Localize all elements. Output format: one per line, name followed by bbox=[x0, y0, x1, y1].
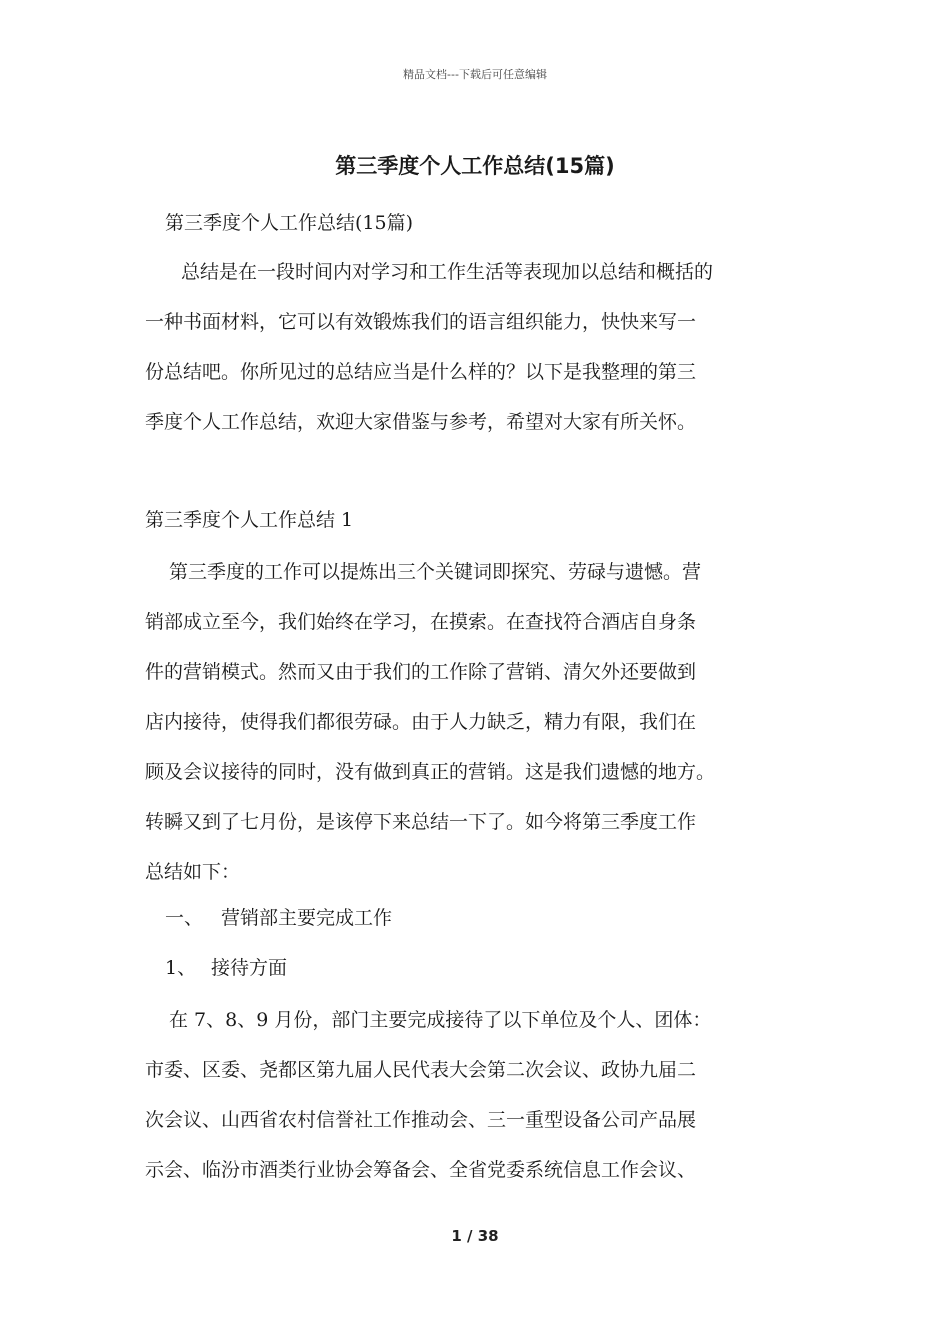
intro-paragraph bbox=[145, 247, 825, 447]
document-title: 第三季度个人工作总结(15篇) bbox=[335, 154, 615, 178]
body-paragraph-1 bbox=[145, 547, 825, 897]
body-line: 第三季度的工作可以提炼出三个关键词即探究、劳碌与遗憾。营 bbox=[169, 561, 702, 583]
body-line: 次会议、山西省农村信誉社工作推动会、三一重型设备公司产品展 bbox=[145, 1109, 697, 1131]
body-paragraph-2 bbox=[145, 995, 825, 1195]
body-line: 在 7、8、9 月份，部门主要完成接待了以下单位及个人、团体： bbox=[169, 1009, 712, 1031]
list-heading-number: 一、 bbox=[165, 907, 204, 929]
intro-line: 季度个人工作总结，欢迎大家借鉴与参考，希望对大家有所关怀。 bbox=[145, 411, 697, 433]
body-line: 顾及会议接待的同时，没有做到真正的营销。这是我们遗憾的地方。 bbox=[145, 761, 716, 783]
body-line: 店内接待，使得我们都很劳碌。由于人力缺乏，精力有限，我们在 bbox=[145, 711, 697, 733]
intro-line: 总结是在一段时间内对学习和工作生活等表现加以总结和概括的 bbox=[181, 261, 714, 283]
page-number: 1 / 38 bbox=[451, 1227, 499, 1245]
list-heading-level-1 bbox=[165, 903, 392, 930]
body-line: 总结如下： bbox=[145, 861, 241, 883]
body-line: 销部成立至今，我们始终在学习，在摸索。在查找符合酒店自身条 bbox=[145, 611, 697, 633]
list-heading-level-2 bbox=[165, 953, 287, 980]
document-subtitle: 第三季度个人工作总结(15篇) bbox=[165, 212, 414, 234]
intro-line: 份总结吧。你所见过的总结应当是什么样的？以下是我整理的第三 bbox=[145, 361, 697, 383]
body-line: 件的营销模式。然而又由于我们的工作除了营销、清欠外还要做到 bbox=[145, 661, 697, 683]
body-line: 转瞬又到了七月份，是该停下来总结一下了。如今将第三季度工作 bbox=[145, 811, 697, 833]
intro-line: 一种书面材料，它可以有效锻炼我们的语言组织能力，快快来写一 bbox=[145, 311, 697, 333]
body-line: 示会、临汾市酒类行业协会筹备会、全省党委系统信息工作会议、 bbox=[145, 1159, 697, 1181]
list-heading-text: 营销部主要完成工作 bbox=[221, 907, 393, 929]
section-heading: 第三季度个人工作总结 1 bbox=[145, 509, 354, 531]
list-heading-text: 接待方面 bbox=[211, 957, 288, 979]
body-line: 市委、区委、尧都区第九届人民代表大会第二次会议、政协九届二 bbox=[145, 1059, 697, 1081]
header-note: 精品文档---下载后可任意编辑 bbox=[403, 68, 547, 81]
list-heading-number: 1、 bbox=[165, 957, 197, 979]
